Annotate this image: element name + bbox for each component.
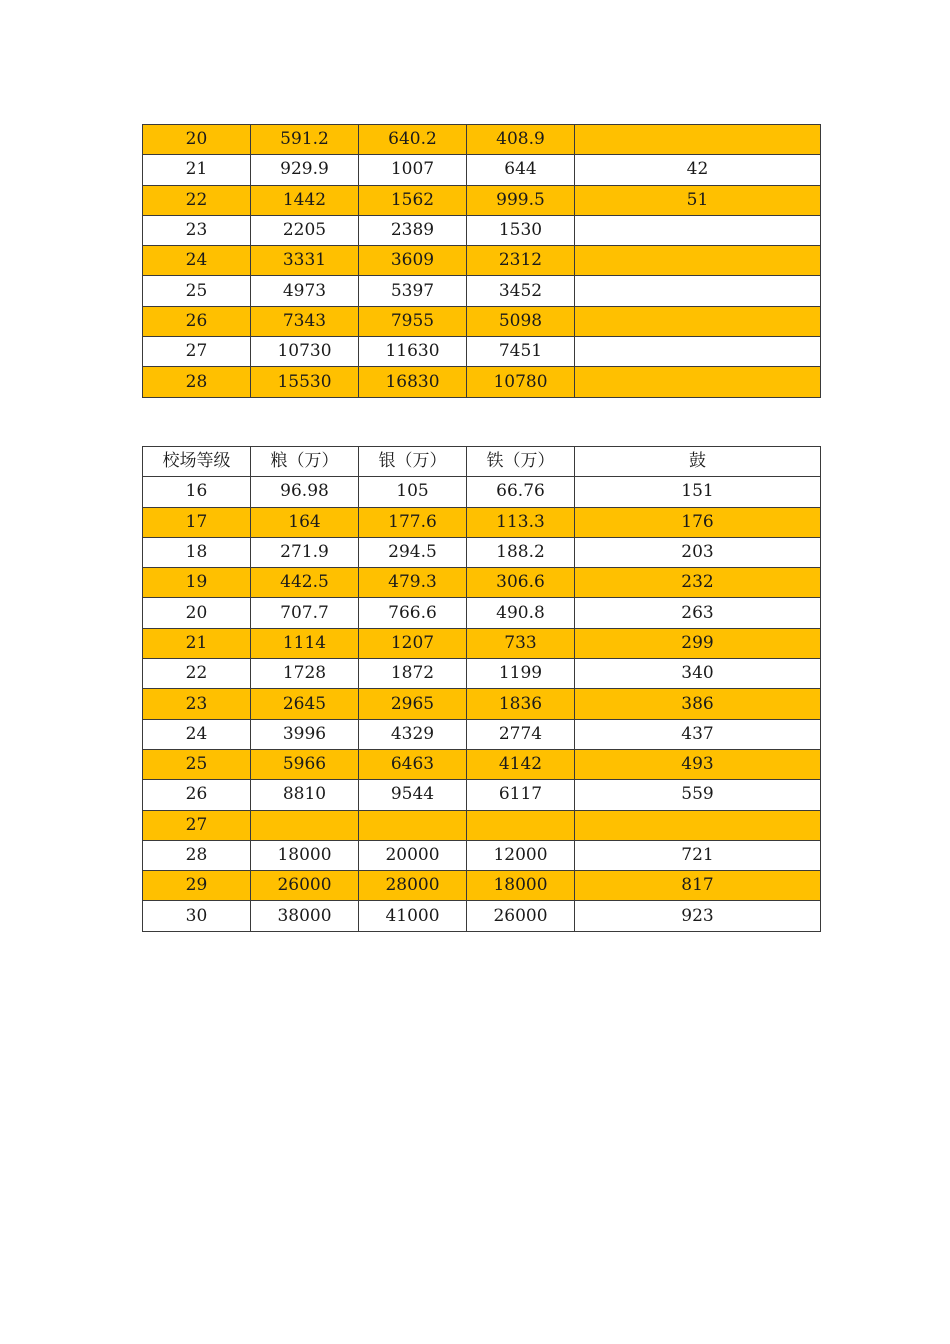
cell-drum — [575, 306, 821, 336]
cell-iron: 999.5 — [467, 185, 575, 215]
table-row — [143, 901, 821, 931]
cell-iron: 7451 — [467, 337, 575, 367]
cell-drum: 923 — [575, 901, 821, 931]
cell-grain: 15530 — [251, 367, 359, 397]
cell-level: 25 — [143, 749, 251, 779]
table-row — [143, 689, 821, 719]
cell-silver: 41000 — [359, 901, 467, 931]
cell-grain: 2205 — [251, 215, 359, 245]
cell-iron: 1836 — [467, 689, 575, 719]
cell-level: 23 — [143, 689, 251, 719]
cell-iron: 6117 — [467, 780, 575, 810]
header-iron: 铁（万） — [467, 447, 575, 477]
cell-silver: 479.3 — [359, 568, 467, 598]
table-row — [143, 246, 821, 276]
cell-drum — [575, 215, 821, 245]
cell-drum: 151 — [575, 477, 821, 507]
cell-silver: 16830 — [359, 367, 467, 397]
cell-level: 24 — [143, 246, 251, 276]
header-silver: 银（万） — [359, 447, 467, 477]
cell-silver: 2965 — [359, 689, 467, 719]
cell-iron: 644 — [467, 155, 575, 185]
cell-drum: 263 — [575, 598, 821, 628]
cell-grain: 38000 — [251, 901, 359, 931]
cell-silver: 294.5 — [359, 537, 467, 567]
cell-level: 23 — [143, 215, 251, 245]
upgrade-cost-table-upper — [142, 124, 821, 398]
table-row — [143, 810, 821, 840]
cell-level: 20 — [143, 125, 251, 155]
cell-drum: 203 — [575, 537, 821, 567]
cell-drum: 721 — [575, 840, 821, 870]
cell-iron: 12000 — [467, 840, 575, 870]
cell-level: 27 — [143, 810, 251, 840]
cell-level: 30 — [143, 901, 251, 931]
cell-grain: 707.7 — [251, 598, 359, 628]
cell-silver: 3609 — [359, 246, 467, 276]
cell-drum: 340 — [575, 659, 821, 689]
cell-silver: 1207 — [359, 628, 467, 658]
cell-grain: 442.5 — [251, 568, 359, 598]
cell-silver: 11630 — [359, 337, 467, 367]
table-row — [143, 598, 821, 628]
cell-drum — [575, 125, 821, 155]
cell-grain: 18000 — [251, 840, 359, 870]
cell-drum: 299 — [575, 628, 821, 658]
cell-grain: 8810 — [251, 780, 359, 810]
cell-iron: 3452 — [467, 276, 575, 306]
cell-iron: 5098 — [467, 306, 575, 336]
table-row — [143, 215, 821, 245]
cell-silver: 6463 — [359, 749, 467, 779]
cell-iron: 26000 — [467, 901, 575, 931]
cell-iron: 113.3 — [467, 507, 575, 537]
cell-drum: 176 — [575, 507, 821, 537]
cell-level: 21 — [143, 628, 251, 658]
cell-iron: 306.6 — [467, 568, 575, 598]
table-row — [143, 780, 821, 810]
cell-drum: 817 — [575, 871, 821, 901]
cell-grain: 2645 — [251, 689, 359, 719]
cell-iron — [467, 810, 575, 840]
cell-level: 21 — [143, 155, 251, 185]
cell-iron: 1199 — [467, 659, 575, 689]
cell-grain: 3331 — [251, 246, 359, 276]
cell-iron: 4142 — [467, 749, 575, 779]
cell-iron: 2774 — [467, 719, 575, 749]
table-row — [143, 840, 821, 870]
table-row — [143, 125, 821, 155]
cell-drum: 51 — [575, 185, 821, 215]
table-row — [143, 155, 821, 185]
cell-drum — [575, 246, 821, 276]
table-row — [143, 537, 821, 567]
cell-iron: 188.2 — [467, 537, 575, 567]
table-row — [143, 659, 821, 689]
cell-level: 27 — [143, 337, 251, 367]
table-row — [143, 306, 821, 336]
header-grain: 粮（万） — [251, 447, 359, 477]
cell-level: 16 — [143, 477, 251, 507]
cell-level: 28 — [143, 840, 251, 870]
training-ground-cost-table — [142, 446, 821, 932]
cell-drum — [575, 367, 821, 397]
table-row — [143, 719, 821, 749]
cell-grain — [251, 810, 359, 840]
cell-drum: 493 — [575, 749, 821, 779]
cell-level: 22 — [143, 185, 251, 215]
cell-iron: 18000 — [467, 871, 575, 901]
cell-silver: 7955 — [359, 306, 467, 336]
cell-grain: 26000 — [251, 871, 359, 901]
cell-grain: 96.98 — [251, 477, 359, 507]
cell-silver: 2389 — [359, 215, 467, 245]
cell-grain: 7343 — [251, 306, 359, 336]
cell-iron: 1530 — [467, 215, 575, 245]
cell-silver: 4329 — [359, 719, 467, 749]
cell-silver: 105 — [359, 477, 467, 507]
cell-silver: 1007 — [359, 155, 467, 185]
cell-level: 25 — [143, 276, 251, 306]
cell-drum: 559 — [575, 780, 821, 810]
cell-silver: 20000 — [359, 840, 467, 870]
cell-grain: 5966 — [251, 749, 359, 779]
cell-drum — [575, 337, 821, 367]
cell-grain: 591.2 — [251, 125, 359, 155]
cell-level: 18 — [143, 537, 251, 567]
cell-silver: 177.6 — [359, 507, 467, 537]
table-row — [143, 185, 821, 215]
cell-level: 24 — [143, 719, 251, 749]
cell-drum — [575, 810, 821, 840]
cell-silver: 1562 — [359, 185, 467, 215]
table-row — [143, 507, 821, 537]
cell-drum: 437 — [575, 719, 821, 749]
cell-level: 17 — [143, 507, 251, 537]
cell-iron: 733 — [467, 628, 575, 658]
cell-grain: 1114 — [251, 628, 359, 658]
cell-silver: 5397 — [359, 276, 467, 306]
cell-level: 26 — [143, 306, 251, 336]
cell-iron: 490.8 — [467, 598, 575, 628]
cell-iron: 66.76 — [467, 477, 575, 507]
cell-iron: 10780 — [467, 367, 575, 397]
cell-grain: 10730 — [251, 337, 359, 367]
header-drum: 鼓 — [575, 447, 821, 477]
cell-drum — [575, 276, 821, 306]
cell-iron: 2312 — [467, 246, 575, 276]
cell-silver: 1872 — [359, 659, 467, 689]
cell-grain: 4973 — [251, 276, 359, 306]
cell-silver: 766.6 — [359, 598, 467, 628]
cell-iron: 408.9 — [467, 125, 575, 155]
upgrade-cost-table-upper-body — [143, 125, 821, 398]
table-row — [143, 871, 821, 901]
table-row — [143, 568, 821, 598]
cell-grain: 3996 — [251, 719, 359, 749]
cell-grain: 1442 — [251, 185, 359, 215]
cell-grain: 271.9 — [251, 537, 359, 567]
cell-level: 22 — [143, 659, 251, 689]
table-row — [143, 276, 821, 306]
cell-level: 19 — [143, 568, 251, 598]
cell-drum: 386 — [575, 689, 821, 719]
cell-silver: 640.2 — [359, 125, 467, 155]
cell-level: 26 — [143, 780, 251, 810]
cell-silver: 28000 — [359, 871, 467, 901]
cell-level: 28 — [143, 367, 251, 397]
cell-drum: 232 — [575, 568, 821, 598]
cell-level: 29 — [143, 871, 251, 901]
cell-grain: 929.9 — [251, 155, 359, 185]
table-row — [143, 367, 821, 397]
cell-silver: 9544 — [359, 780, 467, 810]
training-ground-cost-table-body — [143, 447, 821, 932]
table-header-row — [143, 447, 821, 477]
table-row — [143, 628, 821, 658]
cell-drum: 42 — [575, 155, 821, 185]
table-row — [143, 337, 821, 367]
cell-grain: 1728 — [251, 659, 359, 689]
table-row — [143, 749, 821, 779]
header-level: 校场等级 — [143, 447, 251, 477]
table-row — [143, 477, 821, 507]
cell-silver — [359, 810, 467, 840]
cell-level: 20 — [143, 598, 251, 628]
cell-grain: 164 — [251, 507, 359, 537]
